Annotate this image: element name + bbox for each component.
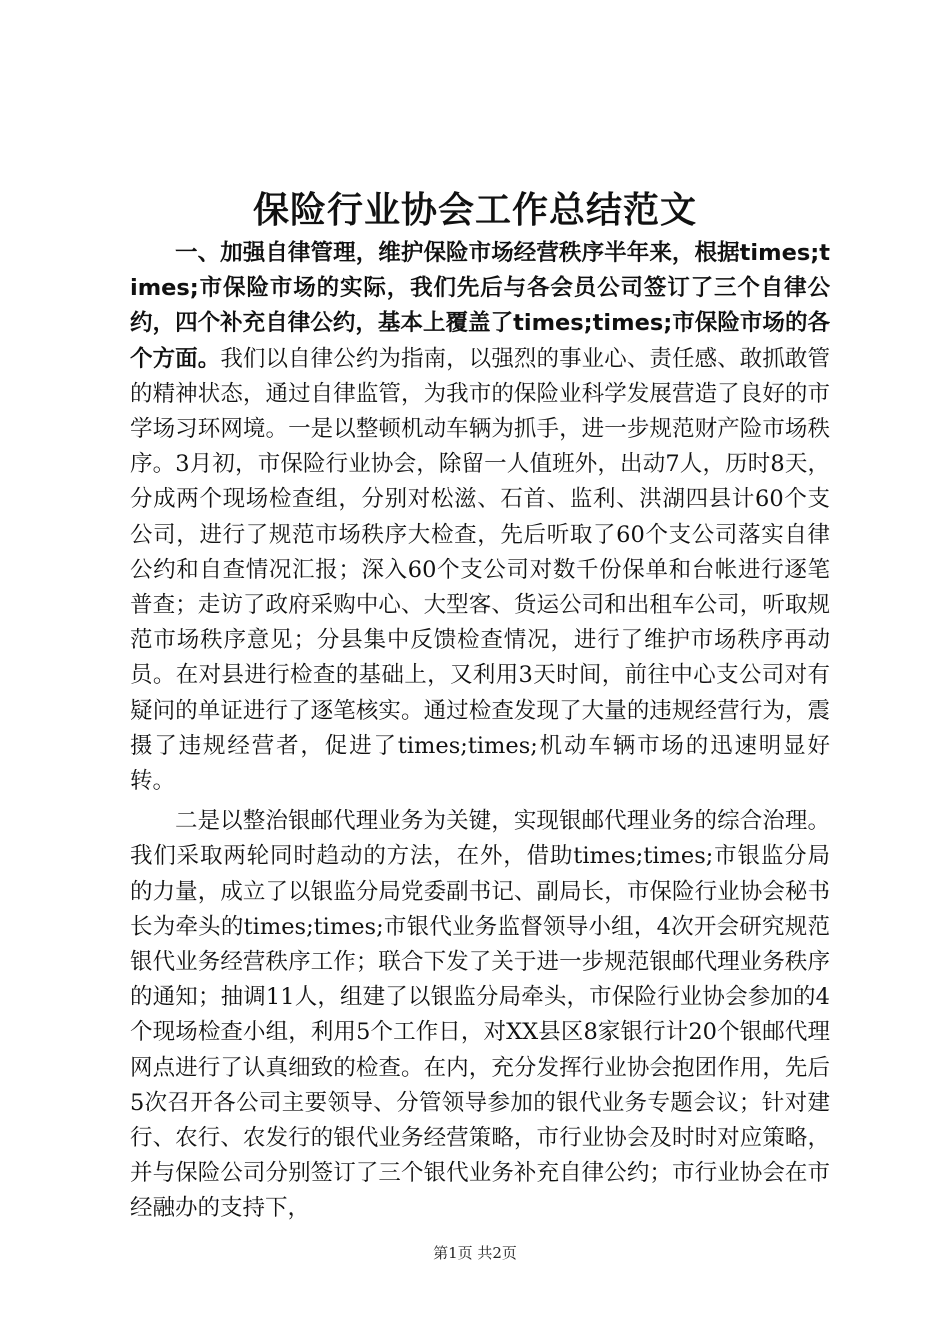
paragraph-1 xyxy=(130,236,830,799)
paragraph-1-heading: 一、加强自律管理，维护保险市场经营秩序半年来，根据times;times;市保险市场的实际，我们先后与各会员公司签订了三个自律公约，四个补充自律公约，基本上覆盖了times;times;市保险市场的各个方面。 xyxy=(130,240,830,372)
document-body xyxy=(130,236,830,1232)
paragraph-1-text: 我们以自律公约为指南，以强烈的事业心、责任感、敢抓敢管的精神状态，通过自律监管，为我市的保险业科学发展营造了良好的市学场习环网境。一是以整顿机动车辆为抓手，进一步规范财产险市场秩序。3月初，市保险行业协会，除留一人值班外，出动7人，历时8天，分成两个现场检查组，分别对松滋、石首、监利、洪湖四县计60个支公司，进行了规范市场秩序大检查，先后听取了60个支公司落实自律公约和自查情况汇报；深入60个支公司对数千份保单和台帐进行逐笔普查；走访了政府采购中心、大型客、货运公司和出租车公司，听取规范市场秩序意见；分县集中反馈检查情况，进行了维护市场秩序再动员。在对县进行检查的基础上，又利用3天时间，前往中心支公司对有疑问的单证进行了逐笔核实。通过检查发现了大量的违规经营行为，震摄了违规经营者，促进了times;times;机动车辆市场的迅速明显好转。 xyxy=(130,345,830,795)
paragraph-2 xyxy=(130,804,830,1226)
page-number-footer: 第1页 共2页 xyxy=(433,1244,517,1262)
paragraph-2-text: 二是以整治银邮代理业务为关键，实现银邮代理业务的综合治理。我们采取两轮同时趋动的方法，在外，借助times;times;市银监分局的力量，成立了以银监分局党委副书记、副局长，市保险行业协会秘书长为牵头的times;times;市银代业务监督领导小组，4次开会研究规范银代业务经营秩序工作；联合下发了关于进一步规范银邮代理业务秩序的通知；抽调11人，组建了以银监分局牵头，市保险行业协会参加的4个现场检查小组，利用5个工作日，对XX县区8家银行计20个银邮代理网点进行了认真细致的检查。在内，充分发挥行业协会抱团作用，先后5次召开各公司主要领导、分管领导参加的银代业务专题会议；针对建行、农行、农发行的银代业务经营策略，市行业协会及时时对应策略，并与保险公司分别签订了三个银代业务补充自律公约；市行业协会在市经融办的支持下， xyxy=(130,808,830,1222)
document-title: 保险行业协会工作总结范文 xyxy=(252,189,697,231)
